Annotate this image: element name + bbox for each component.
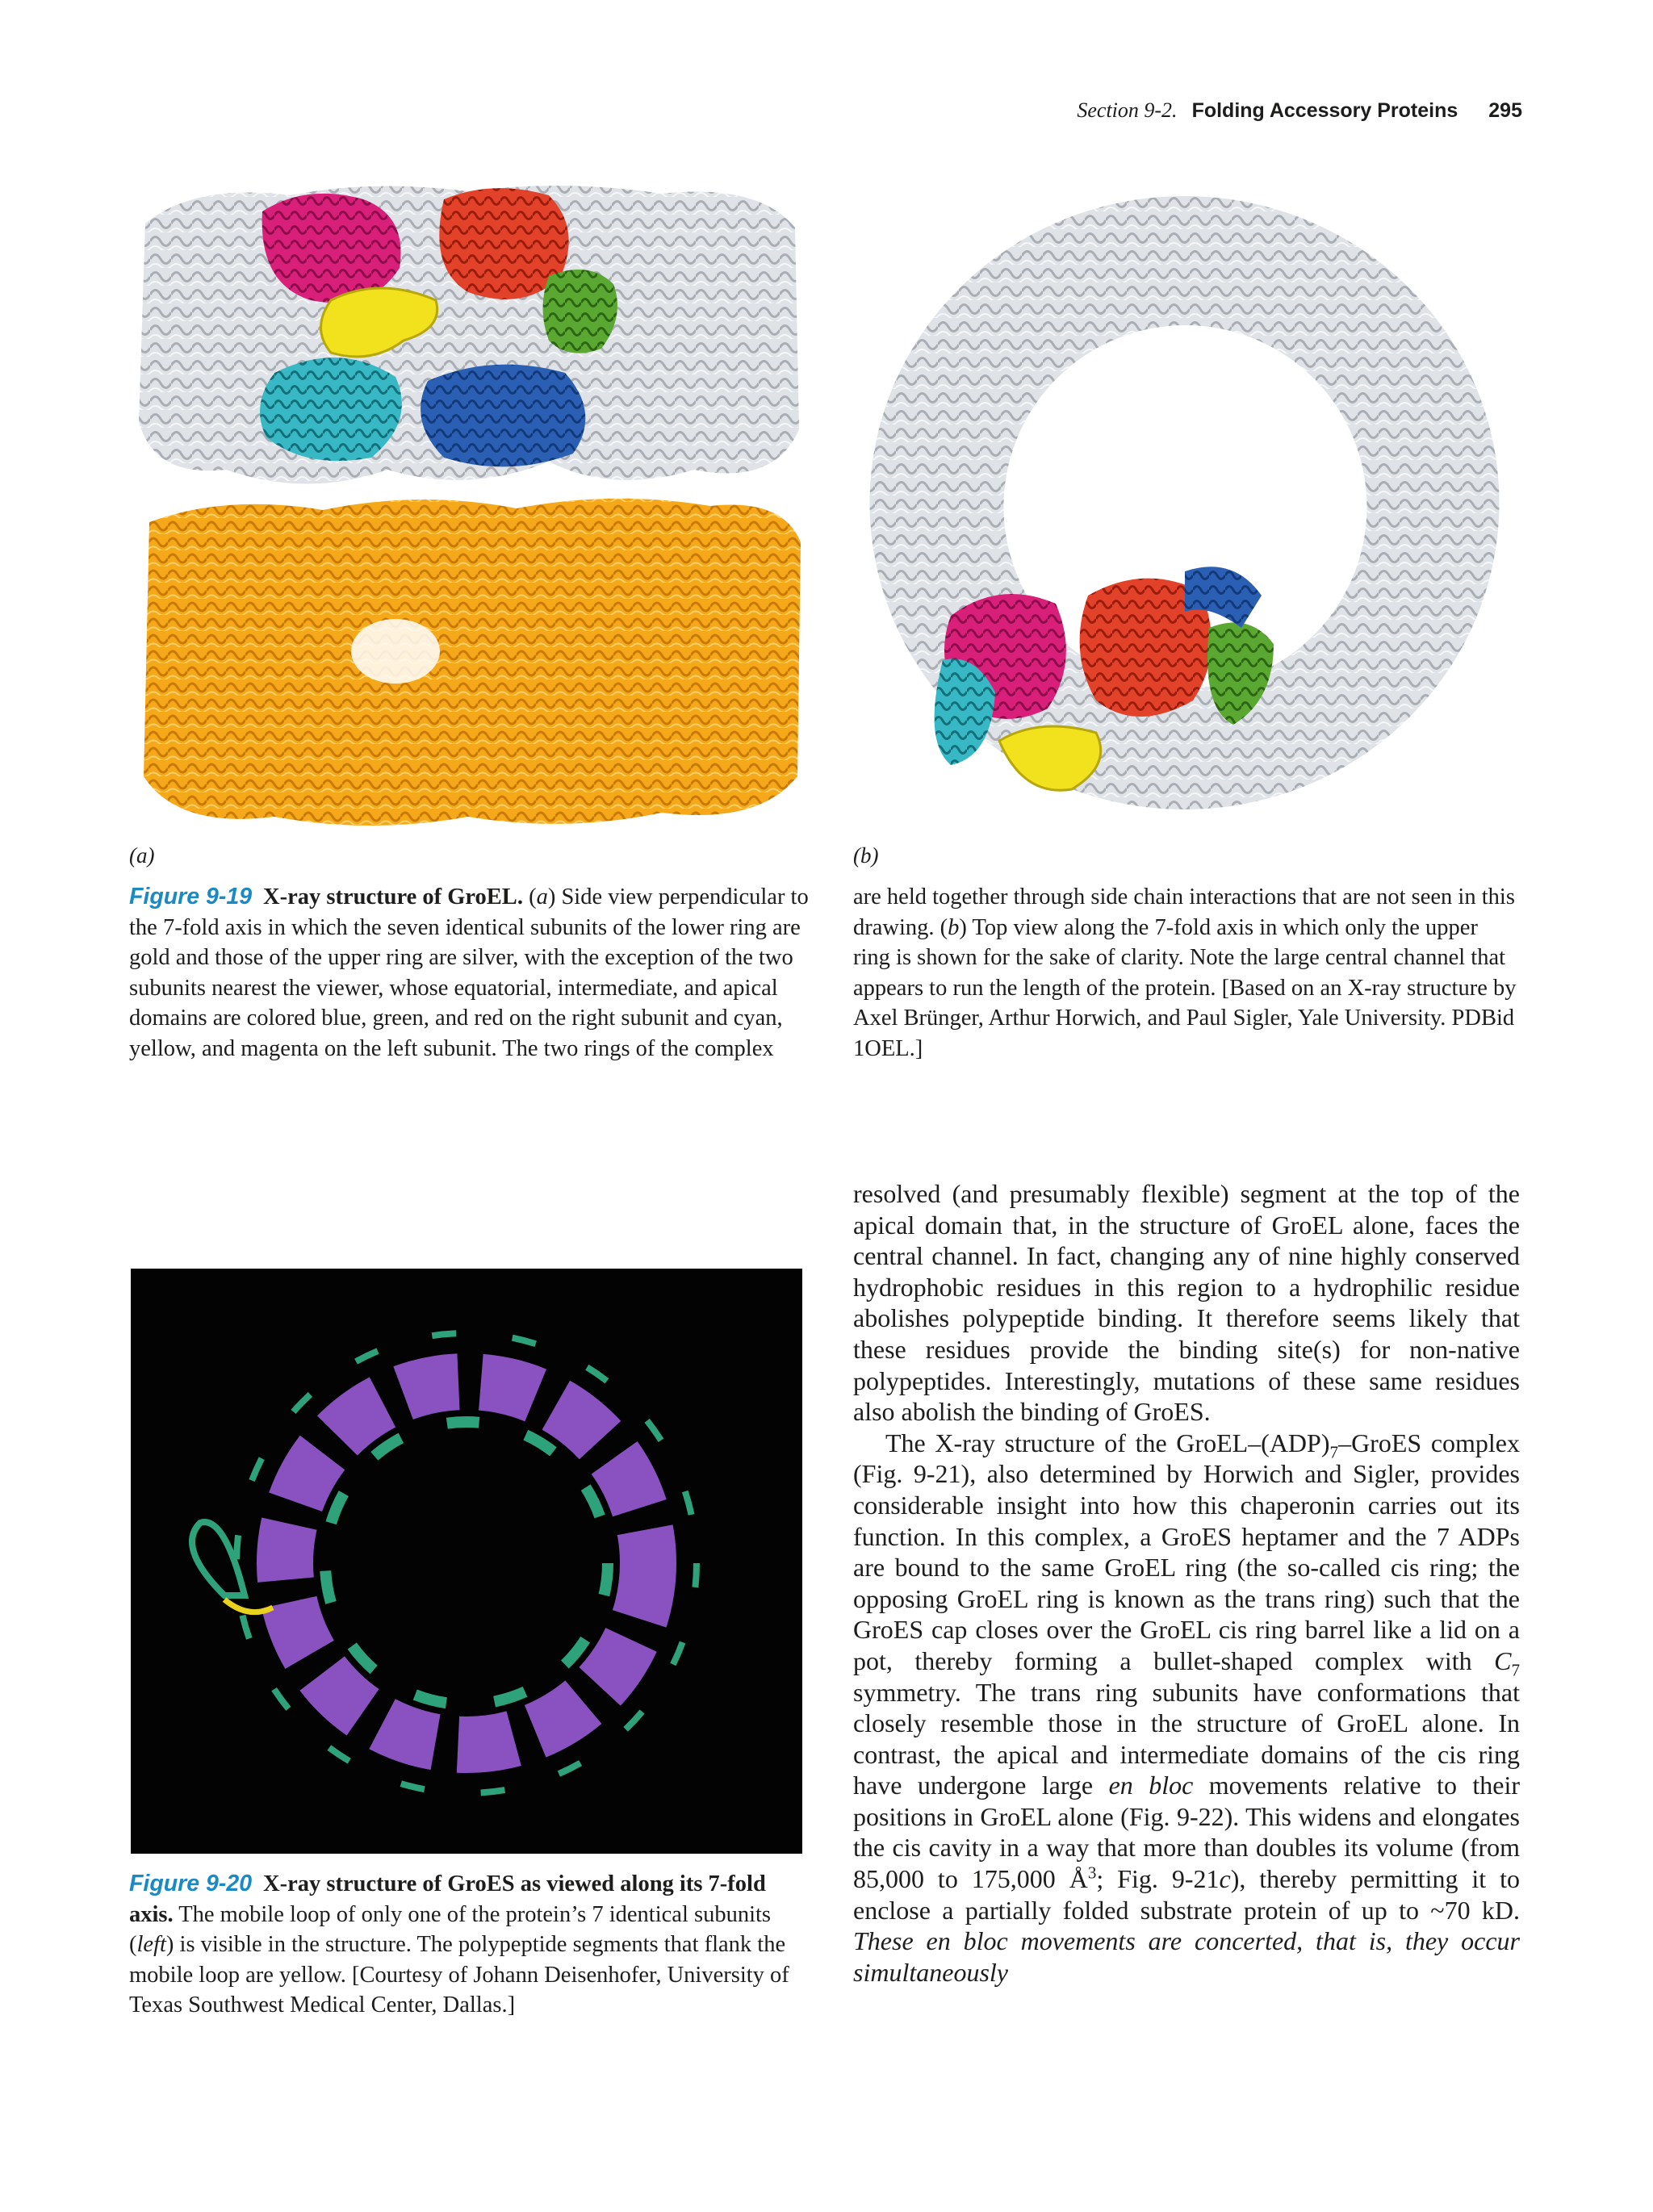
groes-illustration [131,1269,802,1854]
subscript: 7 [1511,1660,1520,1680]
lower-ring-gold [144,499,801,826]
caption-text: are held together through side chain interactions that are not seen in this drawing. ( [853,884,1515,940]
figure-9-20-groes-structure [131,1269,802,1854]
running-header [1077,98,1522,131]
italic-term: en bloc [1108,1771,1194,1800]
body-paragraph-2 [853,1428,1520,1988]
caption-text: The mobile loop of only one of the protein’s 7 identical subunits ( [129,1901,772,1957]
figure-9-19a-groel-side-view [129,179,807,837]
caption-text: ( [522,884,537,909]
body-text-column [853,1178,1520,1988]
figure-9-20-title: X-ray structure of GroES as viewed along its 7-fold axis. [129,1871,766,1927]
groes-beta-strand-ring [285,1382,648,1745]
caption-italic: left [136,1932,166,1957]
groes-mobile-loop [192,1522,245,1595]
groes-flanking-segment-yellow [224,1599,273,1612]
right-subunit-equatorial-blue [421,365,585,467]
body-text: ), thereby permitting it to enclose a partially folded substrate protein of up to ~70 kD. [853,1864,1521,1925]
panel-label-a: (a) [129,843,155,868]
caption-italic: b [948,914,960,940]
figure-9-19-number: Figure 9-19 [129,884,253,909]
figure-9-20-number: Figure 9-20 [129,1871,253,1896]
right-subunit-intermediate-green [543,270,618,353]
caption-italic: a [536,884,548,909]
body-paragraph-1: resolved (and presumably flexible) segment at the top of the apical domain that, in the structure of GroEL alone, faces the central channel. In fact, changing any of nine highly conserved hydrophobic residues in this region to a hydrophilic residue abolishes polypeptide binding. It therefore seems likely that these residues provide the binding site(s) for non-native polypeptides. Interestingly, mutations of these same residues also abolish the binding of GroES. [853,1179,1520,1427]
caption-text: ) Top view along the 7-fold axis in which only the upper ring is shown for the sake of clarity. Note the large central channel that appears to run the length of the protein. [Based on an X-ray structure by Axel Brünger, Arthur Horwich, and Paul Sigler, Yale University. PDBid 1OEL.] [853,914,1517,1061]
figure-9-20-caption [129,1869,807,2021]
section-number: Section 9-2. [1077,98,1178,122]
body-text: symmetry. The trans ring subunits have conformations that closely resemble those in the structure of GroEL alone. In contrast, the apical and intermediate domains of the cis ring have undergone large [853,1677,1520,1800]
italic-letter: c [1219,1864,1231,1894]
top-view-intermediate-yellow [999,726,1101,790]
left-subunit-equatorial-cyan [260,358,402,461]
figure-9-19-title: X-ray structure of GroEL. [263,884,523,909]
groes-loop-ring [325,1422,608,1704]
panel-label-b: (b) [853,843,879,868]
superscript: 3 [1087,1863,1097,1883]
body-text: movements relative to their positions in GroEL alone (Fig. 9-22). This widens and elongates the cis cavity in a way that more than doubles its volume (from 85,000 to 175,000 Å [853,1771,1521,1894]
figure-9-19-caption-left [129,882,811,1064]
page-number: 295 [1488,99,1522,122]
figure-9-19-caption-right [853,882,1517,1064]
caption-text: ) Side view perpendicular to the 7-fold axis in which the seven identical subunits of the lower ring are gold and those of the upper ring are silver, with the exception of the two subunits nearest the viewer, whose equatorial, intermediate, and apical domains are colored blue, green, and red on the right subunit and cyan, yellow, and magenta on the left subunit. The two rings of the complex [129,884,809,1061]
groel-top-view-illustration [854,176,1516,846]
body-text: ; Fig. 9-21 [1096,1864,1220,1894]
body-text: The X-ray structure of the GroEL–(ADP) [885,1428,1330,1457]
figure-9-19b-groel-top-view [854,176,1516,846]
italic-symbol: C [1494,1645,1512,1675]
section-title: Folding Accessory Proteins [1191,99,1458,122]
body-text: –GroES complex (Fig. 9-21), also determined by Horwich and Sigler, provides considerable insight into how this chaperonin carries out its function. In this complex, a GroES heptamer and the 7 ADPs are bound to the same GroEL ring (the so-called cis ring; the opposing GroEL ring is known as the trans ring) such that the GroES cap closes over the GroEL cis ring barrel like a lid on a pot, thereby forming a bullet-shaped complex with [853,1428,1521,1675]
italic-emphasis: These en bloc movements are concerted, that is, they occur simultaneously [853,1926,1520,1987]
lower-ring-cavity [351,619,440,684]
subscript: 7 [1329,1442,1339,1462]
groel-side-view-illustration [129,179,807,837]
caption-text: ) is visible in the structure. The polypeptide segments that flank the mobile loop are yellow. [Courtesy of Johann Deisenhofer, University of Texas Southwest Medical Center, Dallas.] [129,1932,789,2018]
